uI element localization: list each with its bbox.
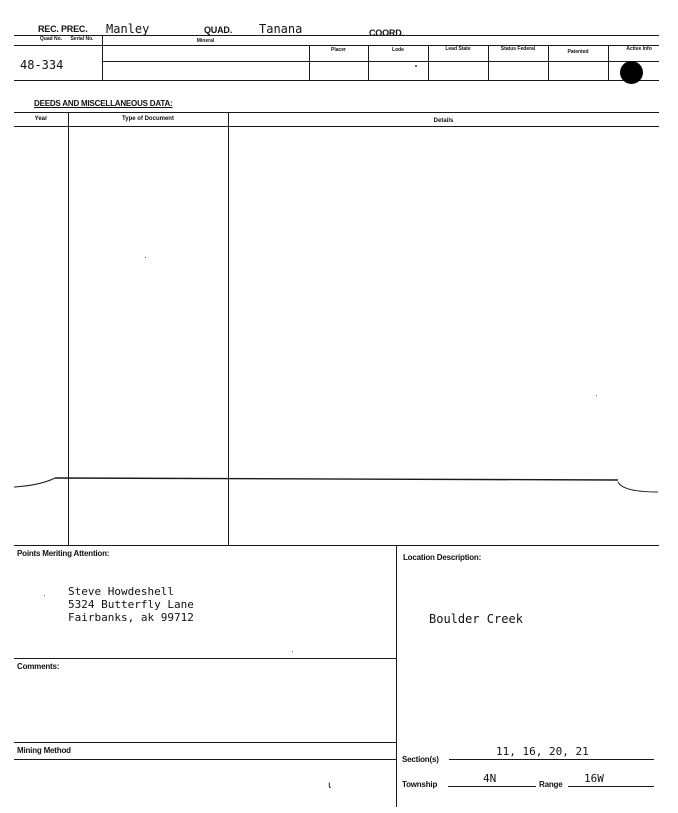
lower-divider: [396, 545, 397, 807]
comments-top-line: [14, 658, 396, 659]
range-value: 16W: [584, 772, 604, 785]
col-quad-no: Quad No.: [39, 36, 63, 42]
deeds-title: DEEDS AND MISCELLANEOUS DATA:: [34, 99, 173, 108]
quad-value: Tanana: [259, 22, 303, 36]
mining-bottom-line: [14, 759, 396, 760]
active-file-marker: [620, 61, 643, 84]
header-divider-lead: [428, 45, 429, 80]
deeds-top-line: [14, 112, 659, 113]
stray-mark: [415, 65, 417, 67]
col-patented: Patented: [567, 49, 589, 55]
col-serial-no: Serial No.: [70, 36, 94, 42]
header-divider-active: [608, 45, 609, 80]
deeds-head-line: [14, 126, 659, 127]
township-value: 4N: [483, 772, 497, 785]
address-line: 5324 Butterfly Lane: [68, 598, 194, 611]
points-label: Points Meriting Attention:: [17, 549, 110, 558]
range-label: Range: [539, 780, 563, 789]
header-bottom-line: [14, 80, 659, 81]
stray-mark: ι: [328, 780, 332, 791]
col-lead-state: Lead State: [445, 46, 471, 52]
quad-label: QUAD.: [204, 25, 232, 35]
rec-prec-label: REC. PREC.: [38, 24, 88, 34]
quad-serial-value: 48-334: [20, 58, 64, 72]
address-line: Steve Howdeshell: [68, 585, 174, 598]
lower-top-line: [14, 545, 659, 546]
stray-mark: [596, 395, 597, 396]
header-col-line: [14, 45, 659, 46]
stray-mark: [44, 595, 45, 596]
section-underline: [449, 759, 654, 760]
col-details: Details: [433, 118, 454, 124]
rec-prec-value: Manley: [106, 22, 150, 36]
location-value: Boulder Creek: [429, 612, 523, 626]
mining-method-label: Mining Method: [17, 746, 71, 755]
header-top-line: [14, 35, 659, 36]
header-divider-status: [488, 45, 489, 80]
stray-mark: [145, 257, 146, 258]
col-placer: Placer: [330, 47, 346, 53]
section-label: Section(s): [402, 755, 439, 764]
col-type-of-document: Type of Document: [122, 116, 174, 122]
township-label: Township: [402, 780, 438, 789]
col-status-federal: Status Federal: [500, 46, 536, 52]
location-label: Location Description:: [403, 553, 482, 562]
col-year: Year: [34, 116, 48, 122]
col-active-info: Active Info: [626, 46, 652, 52]
col-mineral: Mineral: [196, 38, 215, 44]
col-lode: Lode: [392, 47, 404, 53]
section-value: 11, 16, 20, 21: [496, 745, 589, 758]
address-block: [68, 585, 194, 624]
fold-line: [0, 470, 678, 500]
range-underline: [568, 786, 654, 787]
comments-label: Comments:: [17, 662, 60, 671]
mining-top-line: [14, 742, 396, 743]
address-line: Fairbanks, ak 99712: [68, 611, 194, 624]
header-mid-line: [102, 61, 659, 62]
stray-mark: [292, 651, 293, 652]
township-underline: [448, 786, 536, 787]
coord-label: COORD.: [369, 28, 404, 38]
